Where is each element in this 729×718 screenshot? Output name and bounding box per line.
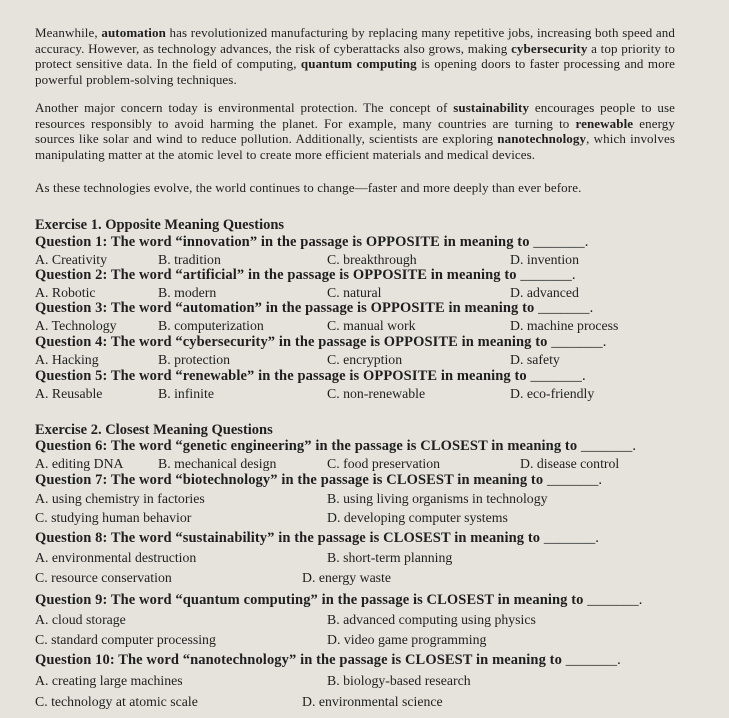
answer-blank[interactable]: _______. — [543, 530, 600, 546]
option-a[interactable]: A. Creativity — [35, 252, 108, 267]
option-b[interactable]: B. tradition — [158, 252, 221, 267]
option-d[interactable]: D. invention — [510, 252, 579, 267]
option-a[interactable]: A. Technology — [35, 318, 117, 333]
option-d[interactable]: D. energy waste — [302, 570, 392, 585]
exercise-2-title: Exercise 2. Closest Meaning Questions — [35, 422, 273, 438]
passage-paragraph-2 — [35, 100, 675, 162]
keyword-nanotechnology: nanotechnology — [497, 131, 587, 147]
option-b[interactable]: B. modern — [158, 285, 217, 300]
option-a[interactable]: A. Reusable — [35, 386, 103, 401]
option-c[interactable]: C. natural — [327, 285, 382, 300]
option-b[interactable]: B. biology-based research — [327, 673, 471, 688]
option-b[interactable]: B. using living organisms in technology — [327, 491, 548, 506]
question-stem: Question 8: The word “sustainability” in the passage is CLOSEST in meaning to — [35, 530, 541, 546]
keyword-renewable: renewable — [575, 115, 634, 131]
answer-blank[interactable]: _______. — [565, 652, 621, 668]
option-b[interactable]: B. protection — [158, 352, 231, 367]
question-6 — [35, 438, 636, 455]
option-a[interactable]: A. editing DNA — [35, 456, 124, 471]
answer-blank[interactable]: _______. — [533, 234, 589, 250]
question-7 — [35, 472, 602, 489]
answer-blank[interactable]: _______. — [546, 472, 603, 488]
text-segment: a top priority to protect sensitive data. In the field of computing, — [35, 40, 675, 72]
answer-blank[interactable]: _______. — [520, 267, 576, 283]
question-stem: Question 1: The word “innovation” in the passage is OPPOSITE in meaning to — [35, 234, 530, 250]
question-stem: Question 3: The word “automation” in the passage is OPPOSITE in meaning to — [35, 300, 535, 316]
option-a[interactable]: A. creating large machines — [35, 673, 183, 688]
question-stem: Question 6: The word “genetic engineering” in the passage is CLOSEST in meaning to — [35, 438, 578, 454]
question-stem: Question 10: The word “nanotechnology” in the passage is CLOSEST in meaning to — [35, 652, 562, 668]
option-c[interactable]: C. resource conservation — [35, 570, 172, 585]
option-b[interactable]: B. infinite — [158, 386, 214, 401]
option-a[interactable]: A. environmental destruction — [35, 550, 197, 565]
question-stem: Question 2: The word “artificial” in the passage is OPPOSITE in meaning to — [35, 267, 517, 283]
option-c[interactable]: C. technology at atomic scale — [35, 694, 198, 709]
text-segment: has revolutionized manufacturing by replacing many repetitive jobs, increasing both speed and accuracy. However, as technology advances, the risk of cyberattacks also grows, making — [35, 25, 675, 56]
question-2 — [35, 267, 576, 284]
option-b[interactable]: B. computerization — [158, 318, 264, 333]
question-1 — [35, 234, 589, 251]
answer-blank[interactable]: _______. — [530, 368, 586, 384]
text-segment: is opening doors to faster processing and more powerful problem-solving techniques. — [35, 56, 676, 87]
option-d[interactable]: D. environmental science — [302, 694, 443, 709]
option-b[interactable]: B. short-term planning — [327, 550, 453, 565]
question-5 — [35, 368, 586, 385]
text-segment: energy sources like solar and wind to reduce pollution. Additionally, scientists are exploring — [35, 115, 675, 147]
keyword-quantum-computing: quantum computing — [300, 56, 417, 72]
keyword-automation: automation — [101, 25, 166, 40]
answer-blank[interactable]: _______. — [551, 334, 607, 350]
question-stem: Question 7: The word “biotechnology” in the passage is CLOSEST in meaning to — [35, 472, 544, 488]
text-segment: encourages people to use resources responsibly to avoid harming the planet. For example, many countries are turning to — [35, 100, 676, 131]
option-d[interactable]: D. developing computer systems — [327, 510, 508, 525]
option-a[interactable]: A. Hacking — [35, 352, 99, 367]
keyword-cybersecurity: cybersecurity — [511, 40, 588, 56]
option-d[interactable]: D. safety — [510, 352, 560, 367]
option-d[interactable]: D. advanced — [510, 285, 579, 300]
text-segment: , which involves manipulating matter at the atomic level to create more efficient materials and medical devices. — [35, 131, 675, 162]
answer-blank[interactable]: _______. — [538, 300, 594, 316]
option-b[interactable]: B. advanced computing using physics — [327, 612, 536, 627]
option-c[interactable]: C. manual work — [327, 318, 416, 333]
answer-blank[interactable]: _______. — [580, 438, 637, 454]
option-d[interactable]: D. machine process — [510, 318, 619, 333]
question-stem: Question 4: The word “cybersecurity” in the passage is OPPOSITE in meaning to — [35, 334, 548, 350]
option-c[interactable]: C. encryption — [327, 352, 403, 367]
exercise-1-title: Exercise 1. Opposite Meaning Questions — [35, 217, 285, 233]
keyword-sustainability: sustainability — [453, 100, 530, 115]
answer-blank[interactable]: _______. — [587, 592, 643, 608]
option-c[interactable]: C. studying human behavior — [35, 510, 192, 525]
question-8 — [35, 530, 599, 547]
question-3 — [35, 300, 593, 317]
question-4 — [35, 334, 606, 351]
question-10 — [35, 652, 621, 669]
question-9 — [35, 592, 642, 609]
option-d[interactable]: D. disease control — [520, 456, 620, 471]
option-c[interactable]: C. standard computer processing — [35, 632, 216, 647]
option-c[interactable]: C. non-renewable — [327, 386, 426, 401]
option-c[interactable]: C. breakthrough — [327, 252, 417, 267]
option-d[interactable]: D. eco-friendly — [510, 386, 595, 401]
option-b[interactable]: B. mechanical design — [158, 456, 277, 471]
text-segment: Meanwhile, — [35, 25, 102, 40]
option-a[interactable]: A. using chemistry in factories — [35, 491, 205, 506]
passage-paragraph-1 — [35, 25, 675, 87]
question-stem: Question 5: The word “renewable” in the passage is OPPOSITE in meaning to — [35, 368, 527, 384]
option-d[interactable]: D. video game programming — [327, 632, 487, 647]
question-stem: Question 9: The word “quantum computing” in the passage is CLOSEST in meaning to — [35, 592, 584, 608]
option-c[interactable]: C. food preservation — [327, 456, 441, 471]
option-a[interactable]: A. cloud storage — [35, 612, 126, 627]
passage-paragraph-3: As these technologies evolve, the world continues to change—faster and more deeply than ever before. — [35, 180, 582, 195]
text-segment: Another major concern today is environmental protection. The concept of — [35, 100, 454, 115]
option-a[interactable]: A. Robotic — [35, 285, 96, 300]
